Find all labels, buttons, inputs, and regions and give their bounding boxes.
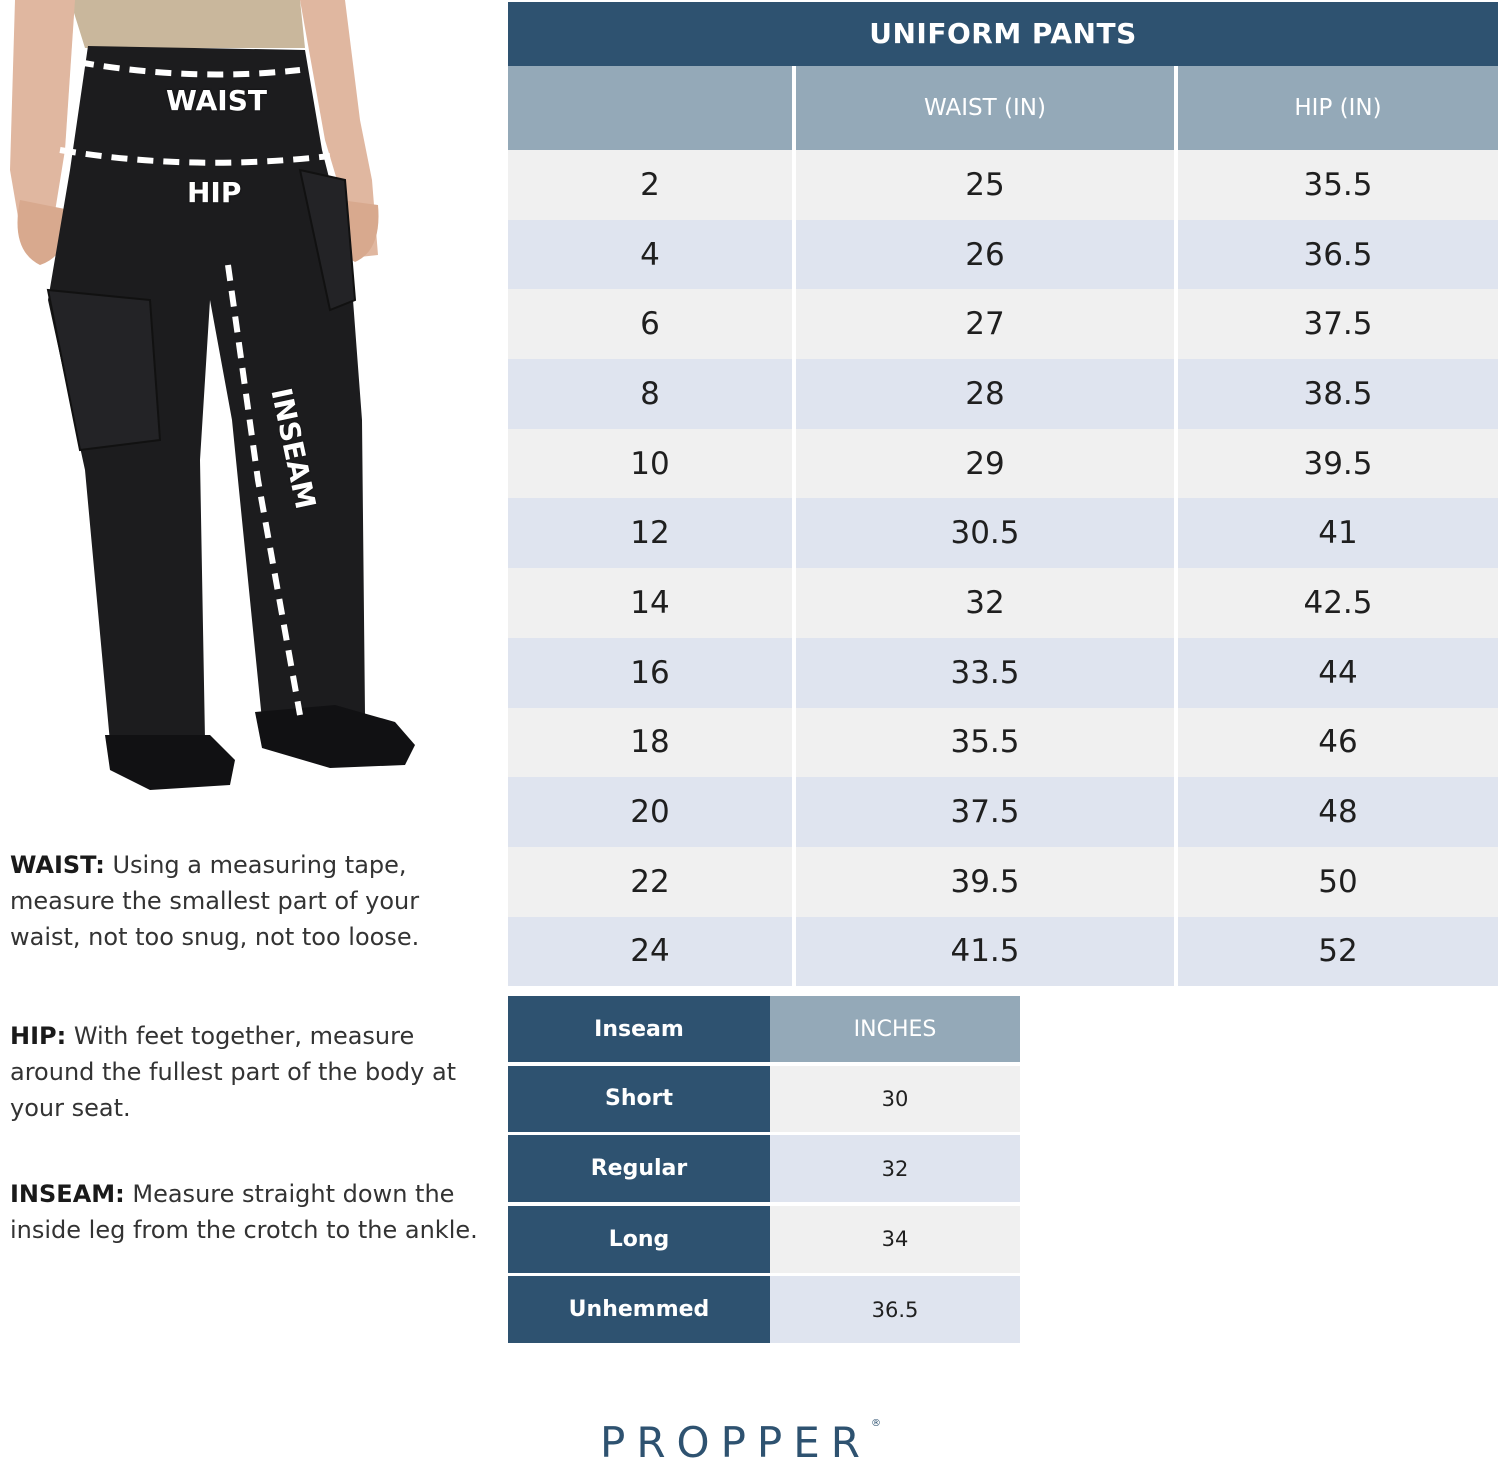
header-size bbox=[508, 66, 792, 150]
inseam-table-header bbox=[508, 996, 1020, 1062]
hip-cell: 36.5 bbox=[1174, 220, 1498, 290]
pants-illustration bbox=[0, 0, 500, 800]
table-row bbox=[508, 1066, 1020, 1132]
table-row bbox=[508, 847, 1498, 917]
inseam-table bbox=[508, 996, 1020, 1347]
hip-cell: 35.5 bbox=[1174, 150, 1498, 220]
header-hip: HIP (IN) bbox=[1174, 66, 1498, 150]
header-waist: WAIST (IN) bbox=[792, 66, 1174, 150]
hip-cell: 50 bbox=[1174, 847, 1498, 917]
table-row bbox=[508, 220, 1498, 290]
inseam-length-cell: Short bbox=[508, 1066, 770, 1132]
waist-text: Using a measuring tape, measure the smallest part of your waist, not too snug, not too loose. bbox=[10, 851, 420, 951]
inseam-table-body bbox=[508, 1066, 1020, 1344]
inseam-label: INSEAM bbox=[264, 385, 323, 512]
waist-cell: 35.5 bbox=[792, 708, 1174, 778]
waist-cell: 41.5 bbox=[792, 917, 1174, 987]
waist-cell: 37.5 bbox=[792, 777, 1174, 847]
table-row bbox=[508, 150, 1498, 220]
inseam-length-cell: Unhemmed bbox=[508, 1276, 770, 1343]
table-row bbox=[508, 777, 1498, 847]
table-row bbox=[508, 708, 1498, 778]
table-row bbox=[508, 568, 1498, 638]
inseam-text: Measure straight down the inside leg from the crotch to the ankle. bbox=[10, 1180, 478, 1244]
waist-cell: 32 bbox=[792, 568, 1174, 638]
size-cell: 10 bbox=[508, 429, 792, 499]
size-cell: 20 bbox=[508, 777, 792, 847]
table-row bbox=[508, 429, 1498, 499]
size-cell: 22 bbox=[508, 847, 792, 917]
hip-cell: 46 bbox=[1174, 708, 1498, 778]
size-cell: 18 bbox=[508, 708, 792, 778]
size-cell: 2 bbox=[508, 150, 792, 220]
table-row bbox=[508, 498, 1498, 568]
waist-label: WAIST bbox=[166, 84, 267, 117]
hip-cell: 48 bbox=[1174, 777, 1498, 847]
hip-cell: 41 bbox=[1174, 498, 1498, 568]
inseam-inches-cell: 36.5 bbox=[770, 1276, 1020, 1343]
waist-cell: 29 bbox=[792, 429, 1174, 499]
hip-cell: 38.5 bbox=[1174, 359, 1498, 429]
registered-mark: ® bbox=[870, 1418, 881, 1429]
size-table-header bbox=[508, 66, 1498, 150]
table-row bbox=[508, 289, 1498, 359]
table-row bbox=[508, 638, 1498, 708]
inseam-inches-cell: 30 bbox=[770, 1066, 1020, 1132]
table-row bbox=[508, 917, 1498, 987]
size-cell: 6 bbox=[508, 289, 792, 359]
inseam-inches-cell: 32 bbox=[770, 1135, 1020, 1202]
size-cell: 24 bbox=[508, 917, 792, 987]
inseam-instruction bbox=[10, 1176, 480, 1248]
waist-instruction bbox=[10, 847, 480, 955]
waist-cell: 28 bbox=[792, 359, 1174, 429]
inseam-term: INSEAM: bbox=[10, 1180, 125, 1208]
hip-term: HIP: bbox=[10, 1022, 67, 1050]
size-table-body bbox=[508, 150, 1498, 986]
header-inseam: Inseam bbox=[508, 996, 770, 1062]
size-cell: 4 bbox=[508, 220, 792, 290]
size-cell: 8 bbox=[508, 359, 792, 429]
hip-cell: 39.5 bbox=[1174, 429, 1498, 499]
inseam-length-cell: Long bbox=[508, 1206, 770, 1273]
size-cell: 12 bbox=[508, 498, 792, 568]
hip-cell: 42.5 bbox=[1174, 568, 1498, 638]
pants-drawing bbox=[0, 0, 500, 800]
inseam-length-cell: Regular bbox=[508, 1135, 770, 1202]
header-inches: INCHES bbox=[770, 996, 1020, 1062]
size-cell: 16 bbox=[508, 638, 792, 708]
propper-logo bbox=[600, 1418, 940, 1468]
waist-cell: 33.5 bbox=[792, 638, 1174, 708]
waist-cell: 27 bbox=[792, 289, 1174, 359]
inseam-inches-cell: 34 bbox=[770, 1206, 1020, 1273]
waist-term: WAIST: bbox=[10, 851, 105, 879]
hip-instruction bbox=[10, 1018, 480, 1126]
hip-label: HIP bbox=[187, 176, 242, 209]
table-row bbox=[508, 1135, 1020, 1202]
size-cell: 14 bbox=[508, 568, 792, 638]
hip-cell: 52 bbox=[1174, 917, 1498, 987]
table-row bbox=[508, 1276, 1020, 1343]
hip-cell: 44 bbox=[1174, 638, 1498, 708]
waist-cell: 39.5 bbox=[792, 847, 1174, 917]
hip-cell: 37.5 bbox=[1174, 289, 1498, 359]
size-table-title: UNIFORM PANTS bbox=[508, 2, 1498, 66]
table-row bbox=[508, 1206, 1020, 1273]
brand-name: PROPPER bbox=[600, 1418, 871, 1467]
waist-cell: 26 bbox=[792, 220, 1174, 290]
uniform-pants-size-table bbox=[508, 2, 1498, 986]
waist-cell: 25 bbox=[792, 150, 1174, 220]
hip-text: With feet together, measure around the fullest part of the body at your seat. bbox=[10, 1022, 457, 1122]
table-row bbox=[508, 359, 1498, 429]
waist-cell: 30.5 bbox=[792, 498, 1174, 568]
